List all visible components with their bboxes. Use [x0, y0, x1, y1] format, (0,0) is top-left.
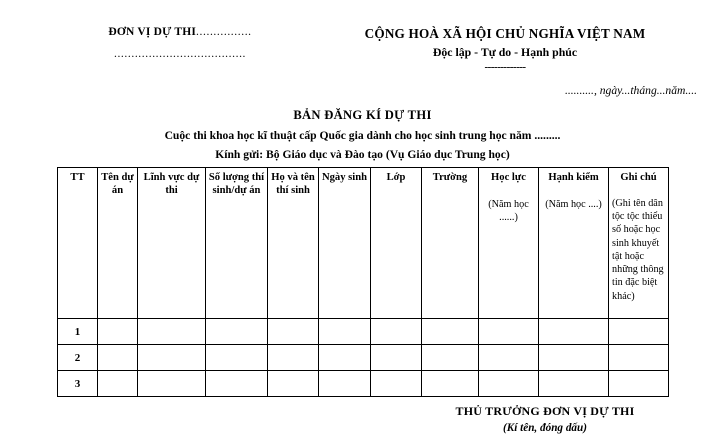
- cell-ho-ten[interactable]: [268, 345, 319, 371]
- cell-so-luong[interactable]: [206, 345, 268, 371]
- column-header-hanh-kiem-label: Hạnh kiểm: [548, 172, 599, 183]
- table-header-row: [58, 168, 669, 319]
- date-line: .........., ngày...tháng...năm....: [564, 84, 697, 97]
- cell-ghi-chu[interactable]: [609, 345, 669, 371]
- cell-hanh-kiem[interactable]: [539, 345, 609, 371]
- national-motto: Độc lập - Tự do - Hạnh phúc: [432, 45, 578, 59]
- row-index-cell: 3: [58, 371, 98, 397]
- row-index-cell: 1: [58, 319, 98, 345]
- column-header-ngay-sinh: [319, 168, 371, 319]
- cell-linh-vuc[interactable]: [138, 371, 206, 397]
- column-header-so-luong-thi-sinh-label: Số lượng thí sinh/dự án: [208, 172, 265, 196]
- signature-block: [400, 404, 690, 434]
- column-header-linh-vuc-du-thi: [138, 168, 206, 319]
- column-header-truong-label: Trường: [432, 172, 468, 183]
- cell-linh-vuc[interactable]: [138, 345, 206, 371]
- cell-lop[interactable]: [371, 319, 422, 345]
- column-header-ho-va-ten-thi-sinh: [268, 168, 319, 319]
- cell-ten-du-an[interactable]: [98, 371, 138, 397]
- cell-lop[interactable]: [371, 371, 422, 397]
- document-subtitle: Cuộc thi khoa học kĩ thuật cấp Quốc gia dành cho học sinh trung học năm .........: [164, 129, 561, 142]
- cell-so-luong[interactable]: [206, 319, 268, 345]
- column-header-hoc-luc-label: Học lực: [491, 172, 526, 183]
- unit-second-line: ......................................: [113, 48, 247, 60]
- column-header-tt: [58, 168, 98, 319]
- cell-linh-vuc[interactable]: [138, 319, 206, 345]
- national-heading-block: [330, 26, 725, 73]
- cell-ten-du-an[interactable]: [98, 345, 138, 371]
- cell-ngay-sinh[interactable]: [319, 371, 371, 397]
- column-header-hoc-luc-note: (Năm học ......): [488, 198, 529, 223]
- column-header-truong: [422, 168, 479, 319]
- column-header-so-luong-thi-sinh: [206, 168, 268, 319]
- document-header: [0, 26, 725, 73]
- cell-hoc-luc[interactable]: [479, 319, 539, 345]
- column-header-ghi-chu-label: Ghi chú: [620, 172, 657, 183]
- signature-note: (Kí tên, đóng dấu): [503, 422, 587, 434]
- cell-hoc-luc[interactable]: [479, 371, 539, 397]
- column-header-ngay-sinh-label: Ngày sinh: [321, 172, 368, 183]
- cell-truong[interactable]: [422, 319, 479, 345]
- cell-ho-ten[interactable]: [268, 371, 319, 397]
- column-header-lop: [371, 168, 422, 319]
- document-recipient: Kính gửi: Bộ Giáo dục và Đào tạo (Vụ Giáo dục Trung học): [215, 148, 510, 161]
- column-header-ho-va-ten-thi-sinh-label: Họ và tên thí sinh: [271, 172, 315, 196]
- cell-truong[interactable]: [422, 345, 479, 371]
- cell-lop[interactable]: [371, 345, 422, 371]
- column-header-ten-du-an-label: Tên dự án: [101, 172, 134, 196]
- column-header-ghi-chu: [609, 168, 669, 319]
- cell-truong[interactable]: [422, 371, 479, 397]
- row-index-cell: 2: [58, 345, 98, 371]
- cell-ten-du-an[interactable]: [98, 319, 138, 345]
- cell-hanh-kiem[interactable]: [539, 371, 609, 397]
- signature-title: THỦ TRƯỞNG ĐƠN VỊ DỰ THI: [455, 404, 635, 418]
- table-row: [58, 345, 669, 371]
- cell-hoc-luc[interactable]: [479, 345, 539, 371]
- column-header-tt-label: TT: [70, 172, 85, 183]
- column-header-hanh-kiem: [539, 168, 609, 319]
- table-row: [58, 371, 669, 397]
- page-title: BẢN ĐĂNG KÍ DỰ THI: [293, 108, 432, 122]
- cell-ho-ten[interactable]: [268, 319, 319, 345]
- cell-ghi-chu[interactable]: [609, 319, 669, 345]
- table-row: [58, 319, 669, 345]
- national-title: CỘNG HOÀ XÃ HỘI CHỦ NGHĨA VIỆT NAM: [364, 26, 646, 41]
- column-header-linh-vuc-du-thi-label: Lĩnh vực dự thi: [143, 172, 200, 196]
- registration-table: [57, 167, 669, 397]
- unit-block: [0, 26, 330, 60]
- unit-label: ĐƠN VỊ DỰ THI: [108, 26, 197, 38]
- cell-ghi-chu[interactable]: [609, 371, 669, 397]
- cell-so-luong[interactable]: [206, 371, 268, 397]
- cell-hanh-kiem[interactable]: [539, 319, 609, 345]
- unit-dots: ................: [196, 26, 252, 38]
- column-header-hoc-luc: [479, 168, 539, 319]
- column-header-lop-label: Lớp: [386, 172, 406, 183]
- cell-ngay-sinh[interactable]: [319, 345, 371, 371]
- unit-label-line: [30, 26, 330, 38]
- cell-ngay-sinh[interactable]: [319, 319, 371, 345]
- national-divider: -------------: [484, 61, 526, 73]
- column-header-ten-du-an: [98, 168, 138, 319]
- column-header-hanh-kiem-note: (Năm học ....): [545, 198, 602, 210]
- column-header-ghi-chu-note: (Ghi tên dân tộc tộc thiểu số hoặc học sinh khuyết tật hoặc những thông tin đặc biệt khác): [612, 197, 664, 302]
